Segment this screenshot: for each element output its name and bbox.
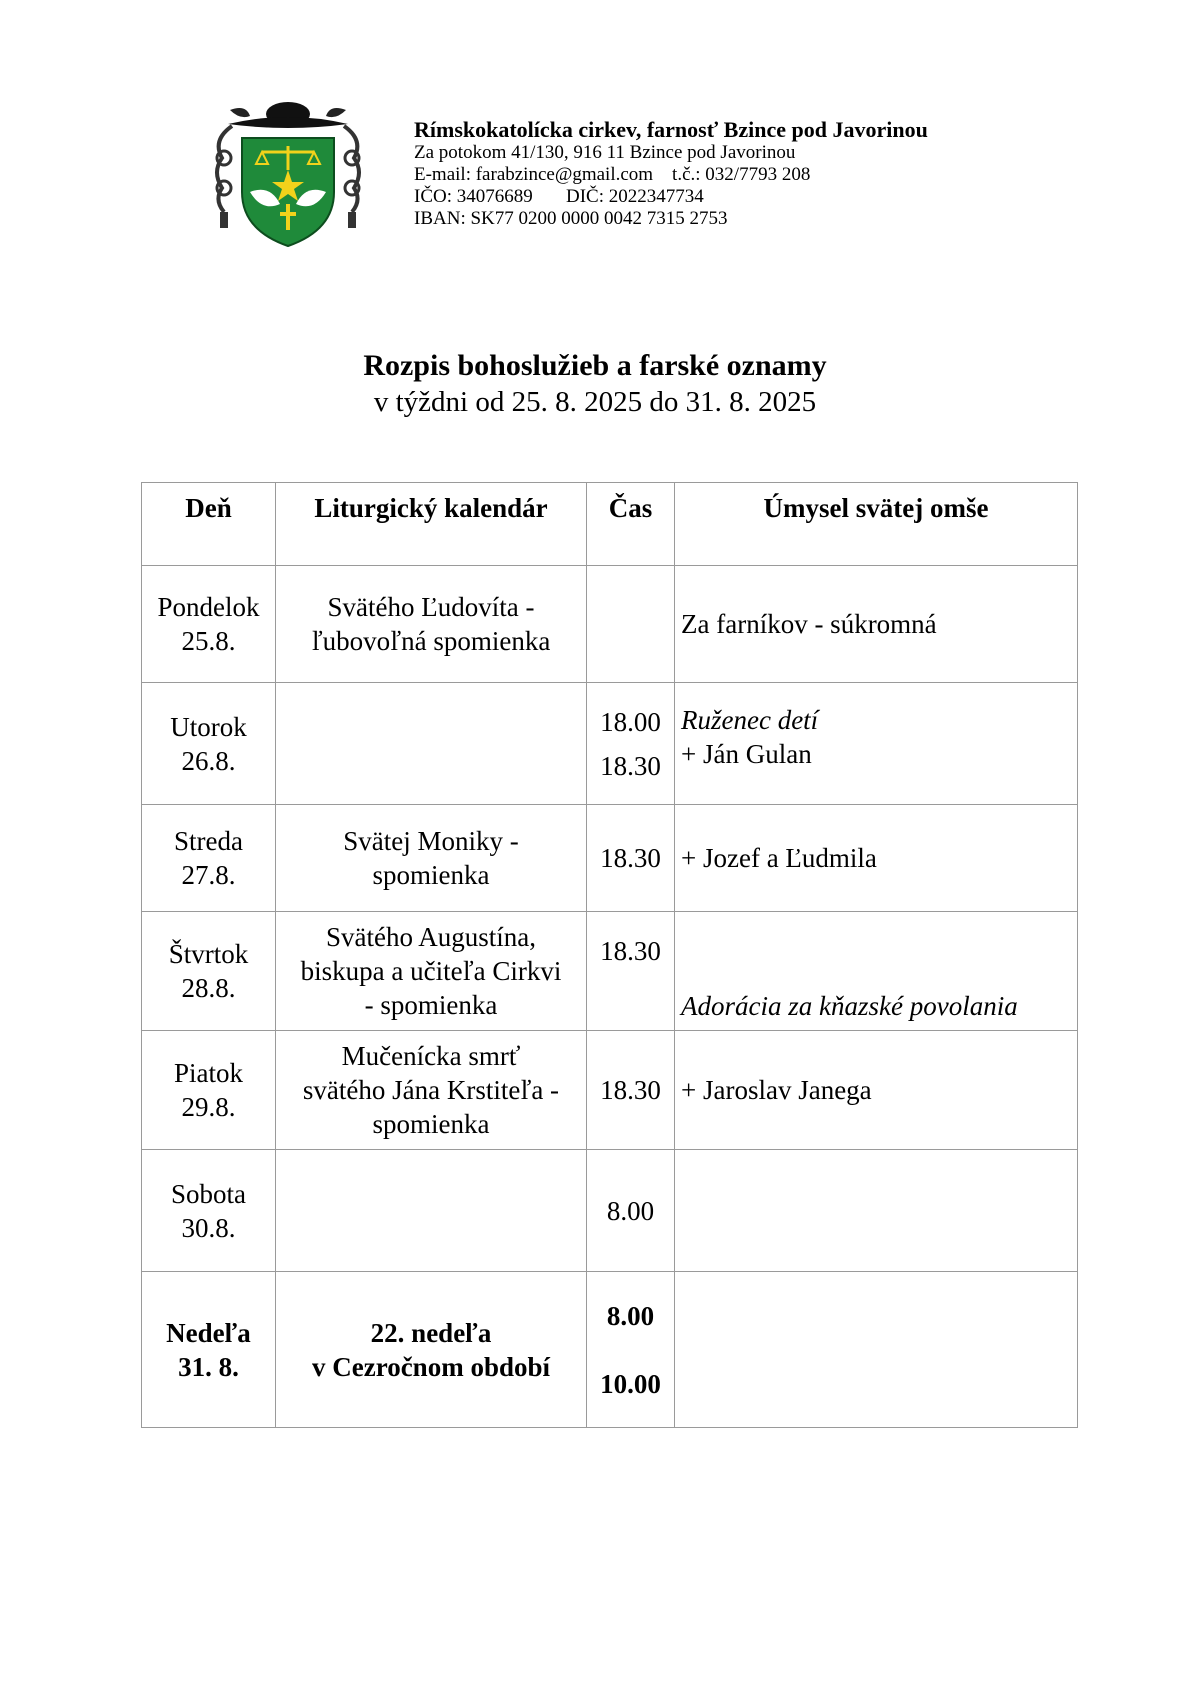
liturgical-line: Svätého Ľudovíta -	[327, 592, 535, 622]
liturgical-cell	[276, 683, 587, 805]
table-row	[142, 805, 1078, 912]
org-name: Rímskokatolícka cirkev, farnosť Bzince pod Javorinou	[414, 117, 928, 142]
time-cell	[587, 1272, 675, 1428]
intention-cell	[675, 1031, 1078, 1150]
intention-line: + Ján Gulan	[681, 739, 812, 769]
liturgical-cell	[276, 1272, 587, 1428]
day-name: Streda	[174, 826, 243, 856]
org-address: Za potokom 41/130, 916 11 Bzince pod Javorinou	[414, 142, 796, 163]
time-cell	[587, 805, 675, 912]
day-name: Štvrtok	[168, 939, 249, 969]
org-email-phone: E-mail: farabzince@gmail.com t.č.: 032/7793 208	[414, 164, 811, 185]
org-ico-dic: IČO: 34076689 DIČ: 2022347734	[414, 186, 704, 207]
intention-cell	[675, 566, 1078, 683]
time-cell	[587, 1031, 675, 1150]
intention-cell	[675, 1150, 1078, 1272]
liturgical-line: Svätej Moniky -	[343, 826, 519, 856]
liturgical-line: spomienka	[372, 860, 490, 890]
intention-cell	[675, 805, 1078, 912]
day-name: Pondelok	[157, 592, 260, 622]
liturgical-cell	[276, 1031, 587, 1150]
day-name: Utorok	[170, 711, 247, 742]
day-cell	[142, 1031, 276, 1150]
header-day: Deň	[142, 483, 276, 566]
intention-line: + Jozef a Ľudmila	[681, 842, 877, 873]
header-intention: Úmysel svätej omše	[675, 483, 1078, 566]
time-value: 8.00	[606, 1195, 655, 1226]
intention-line: Za farníkov - súkromná	[681, 608, 937, 639]
day-cell	[142, 566, 276, 683]
table-row	[142, 1150, 1078, 1272]
intention-cell	[675, 912, 1078, 1031]
liturgical-line: - spomienka	[364, 990, 498, 1020]
title-main: Rozpis bohoslužieb a farské oznamy	[363, 349, 827, 382]
liturgical-line: ľubovoľná spomienka	[311, 626, 551, 656]
title-sub: v týždni od 25. 8. 2025 do 31. 8. 2025	[373, 386, 817, 418]
document-title	[0, 348, 1190, 420]
header-liturgical: Liturgický kalendár	[276, 483, 587, 566]
liturgical-line: svätého Jána Krstiteľa -	[302, 1075, 560, 1105]
org-iban: IBAN: SK77 0200 0000 0042 7315 2753	[414, 208, 728, 229]
liturgical-line: Mučenícka smrť	[341, 1041, 521, 1071]
parish-coat-of-arms	[210, 100, 366, 250]
time-value: 18.30	[600, 750, 661, 781]
day-date: 26.8.	[181, 745, 236, 776]
liturgical-line: biskupa a učiteľa Cirkvi	[300, 956, 562, 986]
time-cell	[587, 1150, 675, 1272]
day-cell	[142, 683, 276, 805]
intention-cell	[675, 1272, 1078, 1428]
day-cell	[142, 1272, 276, 1428]
time-value: 18.30	[600, 843, 661, 873]
day-date: 27.8.	[181, 860, 236, 890]
time-value: 10.00	[600, 1368, 661, 1399]
day-date: 29.8.	[181, 1092, 236, 1122]
time-value: 18.00	[600, 706, 661, 737]
time-cell	[587, 683, 675, 805]
liturgical-cell	[276, 1150, 587, 1272]
table-row	[142, 566, 1078, 683]
intention-line: Adorácia za kňazské povolania	[681, 991, 1018, 1021]
organization-header	[414, 118, 928, 230]
liturgical-cell	[276, 912, 587, 1031]
liturgical-cell	[276, 566, 587, 683]
day-date: 31. 8.	[178, 1351, 239, 1382]
table-header-row	[142, 483, 1078, 566]
intention-cell	[675, 683, 1078, 805]
intention-line: + Jaroslav Janega	[681, 1074, 872, 1105]
liturgical-line: spomienka	[372, 1109, 490, 1139]
day-name: Sobota	[170, 1178, 246, 1209]
liturgical-line: 22. nedeľa	[370, 1317, 492, 1348]
day-cell	[142, 805, 276, 912]
time-cell	[587, 912, 675, 1031]
day-name: Piatok	[173, 1058, 243, 1088]
time-value: 8.00	[606, 1300, 655, 1331]
day-date: 30.8.	[181, 1212, 236, 1243]
day-date: 25.8.	[181, 626, 236, 656]
schedule-table	[141, 482, 1078, 1428]
time-cell	[587, 566, 675, 683]
table-row	[142, 683, 1078, 805]
day-cell	[142, 912, 276, 1031]
day-cell	[142, 1150, 276, 1272]
table-row	[142, 1031, 1078, 1150]
table-row	[142, 1272, 1078, 1428]
header-time: Čas	[587, 483, 675, 566]
time-value: 18.30	[600, 1075, 661, 1105]
liturgical-cell	[276, 805, 587, 912]
time-value: 18.30	[600, 936, 661, 966]
liturgical-line: v Cezročnom období	[311, 1351, 550, 1382]
intention-line: Ruženec detí	[681, 705, 819, 735]
day-date: 28.8.	[181, 973, 236, 1003]
day-name: Nedeľa	[166, 1317, 251, 1348]
liturgical-line: Svätého Augustína,	[326, 922, 536, 952]
table-row	[142, 912, 1078, 1031]
